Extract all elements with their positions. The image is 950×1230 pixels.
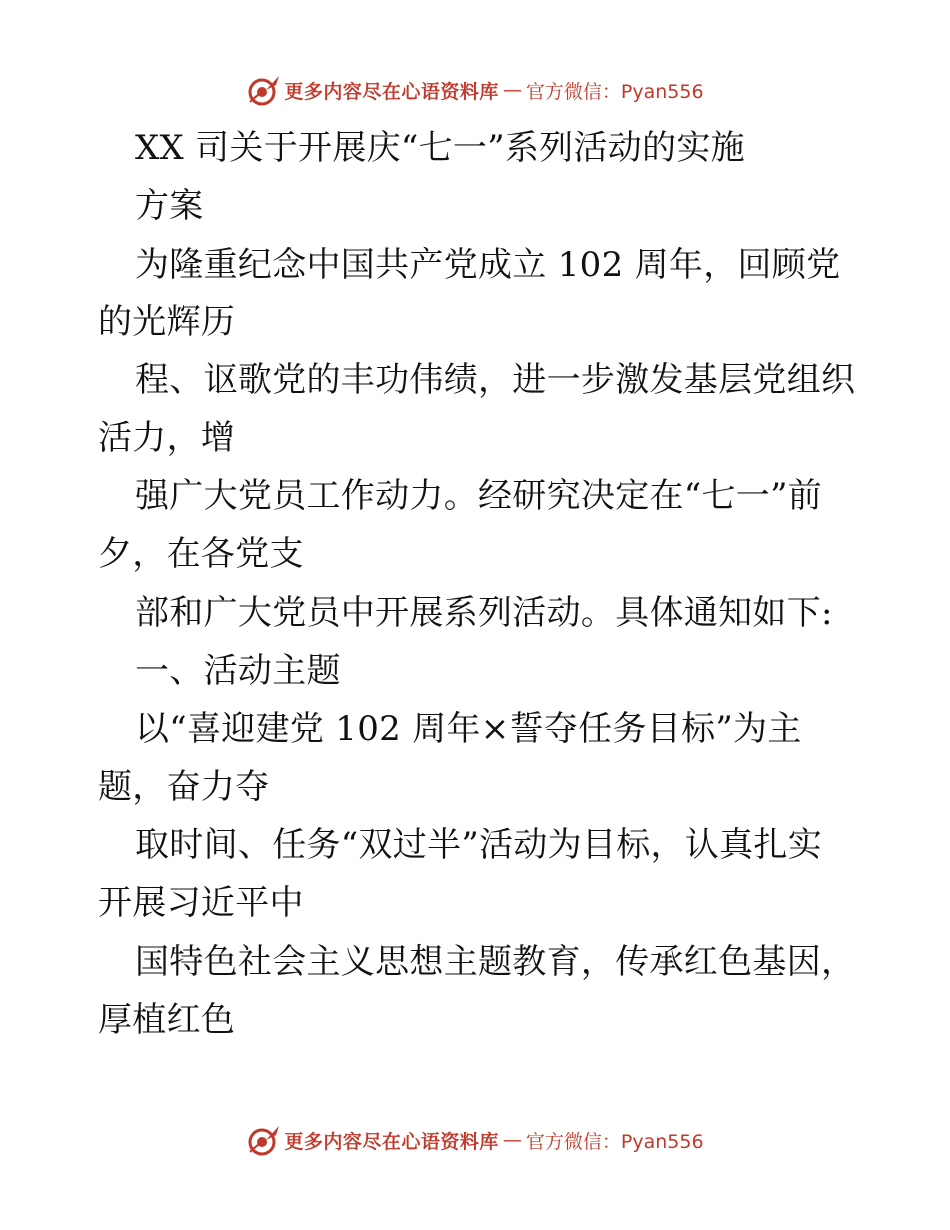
paragraph-line: 部和广大党员中开展系列活动。具体通知如下: xyxy=(135,593,833,633)
quill-logo-icon xyxy=(246,1122,282,1158)
paragraph-line: 国特色社会主义思想主题教育，传承红色基因， xyxy=(135,942,856,982)
paragraph-line: 厚植红色 xyxy=(98,1000,236,1040)
paragraph-line: 开展习近平中 xyxy=(98,883,304,923)
paragraph-line: 为隆重纪念中国共产党成立 102 周年，回顾党 xyxy=(135,245,841,285)
paragraph-line: 取时间、任务“双过半”活动为目标，认真扎实 xyxy=(135,825,823,865)
watermark-separator: — xyxy=(502,79,522,101)
quill-logo-icon xyxy=(246,72,282,108)
watermark-site-text: 更多内容尽在心语资料库 xyxy=(284,1130,499,1153)
watermark-separator: — xyxy=(502,1129,522,1151)
paragraph-line: 夕，在各党支 xyxy=(98,534,304,574)
paragraph-line: 题，奋力夺 xyxy=(98,767,270,807)
document-title-line-1: XX 司关于开展庆“七一”系列活动的实施 xyxy=(135,128,745,168)
footer-watermark xyxy=(0,1118,950,1162)
paragraph-line: 的光辉历 xyxy=(98,302,236,342)
paragraph-line: 强广大党员工作动力。经研究决定在“七一”前 xyxy=(135,476,823,516)
paragraph-line: 程、讴歌党的丰功伟绩，进一步激发基层党组织 xyxy=(135,360,856,400)
watermark-contact-text: 官方微信：Pyan556 xyxy=(525,80,704,103)
document-title-line-2: 方案 xyxy=(135,186,204,226)
header-watermark xyxy=(0,68,950,112)
paragraph-line: 活力，增 xyxy=(98,418,236,458)
paragraph-line: 以“喜迎建党 102 周年×誓夺任务目标”为主 xyxy=(135,709,802,749)
watermark-contact-text: 官方微信：Pyan556 xyxy=(525,1130,704,1153)
section-heading: 一、活动主题 xyxy=(135,651,341,691)
watermark-site-text: 更多内容尽在心语资料库 xyxy=(284,80,499,103)
